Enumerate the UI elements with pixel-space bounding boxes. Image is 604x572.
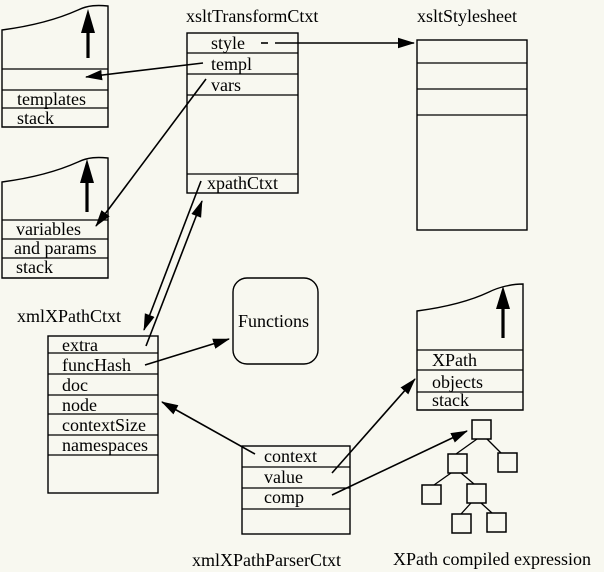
field-xpathctxt: xpathCtxt: [207, 173, 278, 193]
field-stack: stack: [17, 108, 54, 128]
field-extra: extra: [62, 335, 98, 355]
field-and-params: and params: [14, 238, 97, 258]
field-style: style: [211, 33, 245, 53]
field-context: context: [264, 446, 317, 466]
field-doc: doc: [62, 375, 88, 395]
field-templates: templates: [17, 89, 86, 109]
field-contextsize: contextSize: [62, 415, 146, 435]
field-stack: stack: [432, 390, 469, 410]
field-value: value: [264, 467, 303, 487]
field-stack: stack: [16, 257, 53, 277]
field-node: node: [62, 395, 97, 415]
xpath-ctxt-title: xmlXPathCtxt: [17, 306, 122, 326]
field-comp: comp: [264, 487, 304, 507]
field-namespaces: namespaces: [62, 435, 148, 455]
parser-ctxt-title: xmlXPathParserCtxt: [192, 550, 341, 570]
field-variables: variables: [16, 219, 81, 239]
compiled-expression-title: XPath compiled expression: [393, 549, 591, 569]
field-objects: objects: [432, 372, 483, 392]
transform-ctxt-title: xsltTransformCtxt: [186, 6, 319, 26]
field-funchash: funcHash: [62, 355, 131, 375]
stylesheet-title: xsltStylesheet: [417, 6, 517, 26]
functions-label: Functions: [238, 311, 310, 331]
field-xpath: XPath: [432, 350, 477, 370]
field-templ: templ: [211, 54, 252, 74]
field-vars: vars: [211, 75, 241, 95]
